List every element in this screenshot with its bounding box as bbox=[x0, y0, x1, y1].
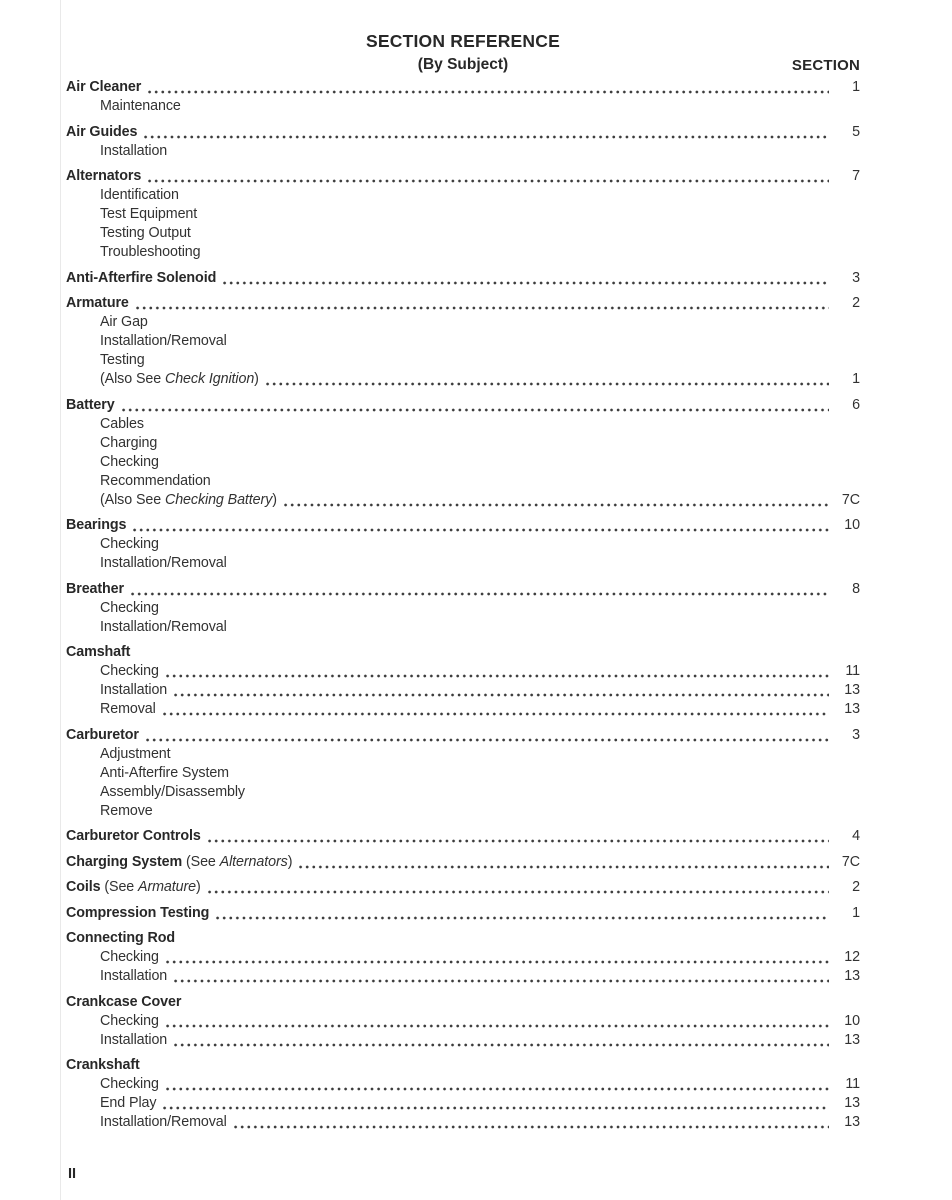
dot-leader bbox=[166, 1086, 829, 1092]
entry-label: Removal bbox=[100, 701, 156, 717]
toc-subentry bbox=[66, 681, 860, 700]
toc-entry bbox=[66, 904, 860, 923]
page-content bbox=[66, 30, 860, 1132]
entry-label: Installation/Removal bbox=[100, 555, 227, 571]
entry-label: Installation bbox=[100, 968, 168, 984]
section-number: 1 bbox=[852, 371, 860, 387]
toc-subentry bbox=[66, 351, 860, 370]
entry-label: Identification bbox=[100, 187, 179, 203]
toc-entry bbox=[66, 878, 860, 897]
toc-subentry bbox=[66, 97, 860, 116]
dot-leader bbox=[166, 959, 829, 965]
toc-subentry bbox=[66, 332, 860, 351]
section-number: 8 bbox=[852, 580, 860, 597]
dot-leader bbox=[146, 737, 829, 743]
entry-label: Alternators bbox=[66, 168, 142, 184]
section-number: 10 bbox=[844, 1012, 860, 1029]
entry-label: Installation/Removal bbox=[100, 1114, 227, 1130]
entry-label: Air Guides bbox=[66, 123, 138, 140]
dot-leader bbox=[299, 864, 829, 870]
toc-subentry bbox=[66, 453, 860, 472]
section-number: 2 bbox=[852, 879, 860, 895]
entry-label: Checking bbox=[100, 536, 159, 552]
entry-label: Anti-Afterfire Solenoid bbox=[66, 269, 217, 286]
toc-subentry bbox=[66, 224, 860, 243]
toc-subentry bbox=[66, 313, 860, 332]
toc-entry bbox=[66, 123, 860, 142]
subtitle-row bbox=[66, 56, 860, 77]
toc-subentry bbox=[66, 415, 860, 434]
entry-label: Camshaft bbox=[66, 644, 131, 660]
section-number: 13 bbox=[844, 1114, 860, 1130]
dot-leader bbox=[133, 527, 829, 533]
entry-label: Charging System (See Alternators) bbox=[66, 853, 293, 870]
section-number: 1 bbox=[852, 904, 860, 921]
entry-label: Carburetor Controls bbox=[66, 828, 201, 844]
dot-leader bbox=[174, 692, 829, 698]
dot-leader bbox=[166, 1023, 829, 1029]
entry-label: Checking bbox=[100, 453, 159, 470]
entry-label: Maintenance bbox=[100, 98, 181, 114]
toc-subentry bbox=[66, 554, 860, 573]
toc-subentry bbox=[66, 783, 860, 802]
dot-leader bbox=[144, 134, 829, 140]
toc-subentry bbox=[66, 535, 860, 554]
section-number: 7C bbox=[841, 853, 860, 870]
toc-subentry bbox=[66, 948, 860, 967]
section-number: 6 bbox=[852, 396, 860, 413]
section-number: 13 bbox=[844, 968, 860, 984]
toc-subentry bbox=[66, 491, 860, 510]
toc-subentry bbox=[66, 472, 860, 491]
dot-leader bbox=[148, 178, 829, 184]
toc-subentry bbox=[66, 205, 860, 224]
entry-label: Breather bbox=[66, 580, 125, 597]
section-number: 3 bbox=[852, 726, 860, 743]
entry-label: Checking bbox=[100, 1012, 159, 1029]
toc-subentry bbox=[66, 142, 860, 161]
entry-label: Checking bbox=[100, 663, 159, 679]
entry-label: Armature bbox=[66, 295, 129, 311]
toc-entry bbox=[66, 1056, 860, 1075]
dot-leader bbox=[174, 1042, 829, 1048]
entry-label: Bearings bbox=[66, 517, 127, 533]
entry-label: (Also See Check Ignition) bbox=[100, 371, 259, 387]
toc-subentry bbox=[66, 186, 860, 205]
dot-leader bbox=[266, 381, 829, 387]
entry-label: Installation/Removal bbox=[100, 618, 227, 635]
dot-leader bbox=[148, 89, 829, 95]
section-number: 10 bbox=[844, 517, 860, 533]
toc-subentry bbox=[66, 243, 860, 262]
dot-leader bbox=[208, 889, 829, 895]
entry-label: Battery bbox=[66, 396, 115, 413]
dot-leader bbox=[163, 711, 829, 717]
entry-label: Checking bbox=[100, 949, 159, 965]
dot-leader bbox=[163, 1105, 829, 1111]
section-number: 13 bbox=[844, 1031, 860, 1048]
toc-subentry bbox=[66, 1094, 860, 1113]
toc-subentry bbox=[66, 1075, 860, 1094]
toc-entry bbox=[66, 269, 860, 288]
section-number: 7C bbox=[841, 491, 860, 508]
toc-entry bbox=[66, 726, 860, 745]
toc-subentry bbox=[66, 599, 860, 618]
entry-label: Compression Testing bbox=[66, 904, 210, 921]
entry-label: Crankshaft bbox=[66, 1057, 140, 1073]
dot-leader bbox=[131, 591, 829, 597]
toc-subentry bbox=[66, 434, 860, 453]
dot-leader bbox=[166, 673, 829, 679]
entry-label: Connecting Rod bbox=[66, 930, 175, 946]
dot-leader bbox=[174, 978, 829, 984]
toc-subentry bbox=[66, 1031, 860, 1050]
toc-entry bbox=[66, 643, 860, 662]
toc-subentry bbox=[66, 700, 860, 719]
section-number: 2 bbox=[852, 295, 860, 311]
toc-entry bbox=[66, 294, 860, 313]
toc-entry bbox=[66, 827, 860, 846]
entry-label: Air Cleaner bbox=[66, 79, 142, 95]
entry-label: Testing bbox=[100, 352, 145, 368]
entry-label: End Play bbox=[100, 1095, 157, 1111]
section-number: 13 bbox=[844, 1095, 860, 1111]
entry-label: Anti-Afterfire System bbox=[100, 764, 229, 781]
entry-label: Cables bbox=[100, 415, 144, 432]
toc-entry bbox=[66, 580, 860, 599]
toc-subentry bbox=[66, 618, 860, 637]
page-subtitle: (By Subject) bbox=[417, 56, 509, 73]
toc-entry bbox=[66, 167, 860, 186]
entry-label: Air Gap bbox=[100, 314, 148, 330]
section-column-header: SECTION bbox=[791, 57, 860, 74]
entry-label: Installation bbox=[100, 142, 168, 159]
section-number: 3 bbox=[852, 269, 860, 286]
dot-leader bbox=[136, 305, 829, 311]
toc-entry bbox=[66, 853, 860, 872]
section-number: 11 bbox=[845, 663, 860, 679]
toc-list bbox=[66, 78, 860, 1132]
dot-leader bbox=[216, 915, 829, 921]
entry-label: Installation bbox=[100, 682, 168, 698]
entry-label: Recommendation bbox=[100, 472, 211, 489]
toc-subentry bbox=[66, 967, 860, 986]
entry-label: Assembly/Disassembly bbox=[100, 783, 245, 800]
entry-label: Charging bbox=[100, 434, 158, 451]
entry-label: Coils (See Armature) bbox=[66, 879, 201, 895]
toc-entry bbox=[66, 993, 860, 1012]
entry-label: Adjustment bbox=[100, 745, 171, 762]
entry-label: Test Equipment bbox=[100, 206, 198, 222]
toc-subentry bbox=[66, 802, 860, 821]
toc-subentry bbox=[66, 764, 860, 783]
entry-label: (Also See Checking Battery) bbox=[100, 491, 277, 508]
entry-label: Installation bbox=[100, 1031, 168, 1048]
page-number: II bbox=[68, 1166, 77, 1182]
toc-entry bbox=[66, 516, 860, 535]
entry-label: Installation/Removal bbox=[100, 333, 227, 349]
dot-leader bbox=[122, 407, 829, 413]
toc-subentry bbox=[66, 662, 860, 681]
entry-label: Checking bbox=[100, 599, 159, 616]
section-number: 13 bbox=[844, 701, 860, 717]
entry-label: Testing Output bbox=[100, 225, 191, 241]
toc-subentry bbox=[66, 745, 860, 764]
toc-subentry bbox=[66, 1113, 860, 1132]
section-number: 12 bbox=[844, 949, 860, 965]
dot-leader bbox=[234, 1124, 829, 1130]
toc-entry bbox=[66, 396, 860, 415]
section-number: 4 bbox=[852, 828, 860, 844]
section-number: 1 bbox=[852, 79, 860, 95]
section-number: 11 bbox=[845, 1076, 860, 1092]
section-number: 7 bbox=[852, 168, 860, 184]
dot-leader bbox=[223, 280, 829, 286]
dot-leader bbox=[208, 838, 829, 844]
page-title: SECTION REFERENCE bbox=[366, 31, 560, 51]
toc-subentry bbox=[66, 370, 860, 389]
section-number: 5 bbox=[852, 123, 860, 140]
entry-label: Crankcase Cover bbox=[66, 993, 182, 1010]
entry-label: Checking bbox=[100, 1076, 159, 1092]
entry-label: Troubleshooting bbox=[100, 244, 201, 260]
toc-entry bbox=[66, 78, 860, 97]
toc-subentry bbox=[66, 1012, 860, 1031]
section-number: 13 bbox=[844, 682, 860, 698]
dot-leader bbox=[284, 502, 829, 508]
entry-label: Carburetor bbox=[66, 726, 139, 743]
entry-label: Remove bbox=[100, 802, 153, 819]
toc-entry bbox=[66, 929, 860, 948]
